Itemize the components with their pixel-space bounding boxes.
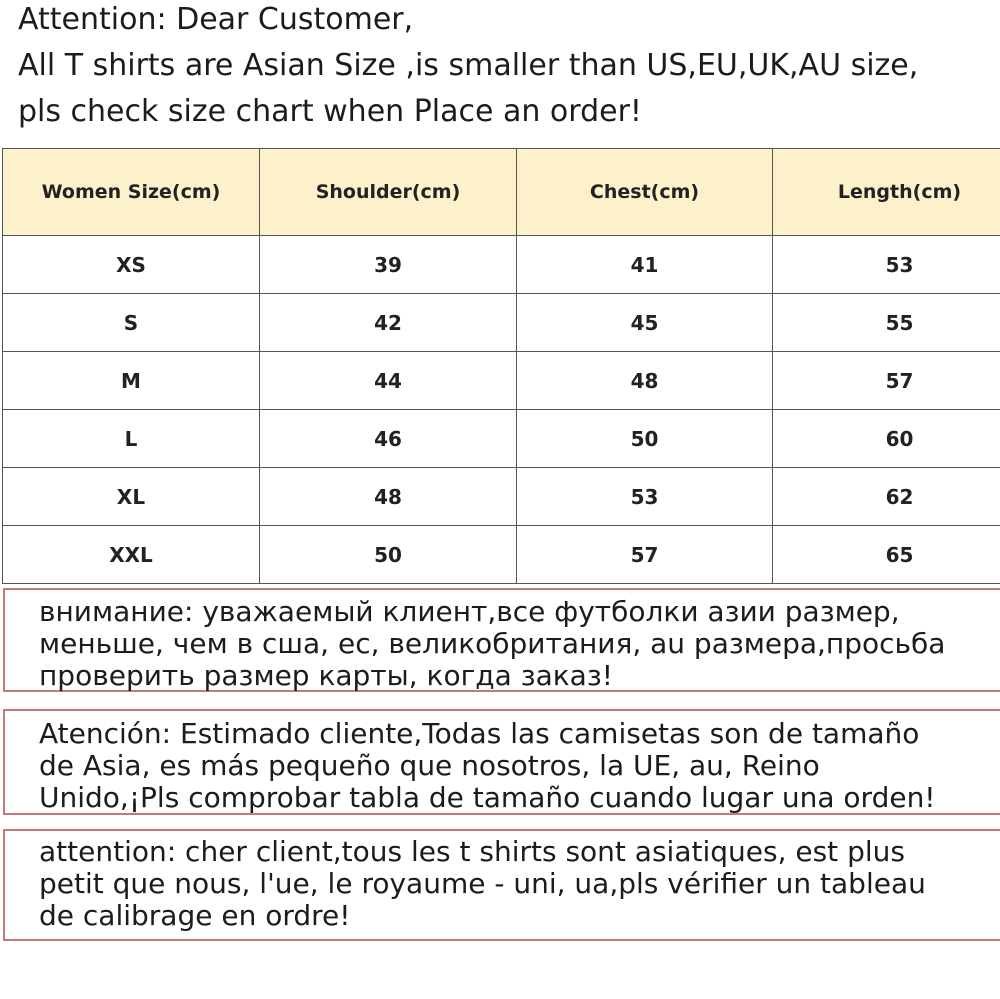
length-cell: 53 <box>773 236 1000 294</box>
table-row <box>3 236 1000 294</box>
length-cell: 57 <box>773 352 1000 410</box>
spanish-notice-box <box>3 709 1000 815</box>
notice-line: меньше, чем в сша, ес, великобритания, au размера,просьба <box>39 627 946 660</box>
length-cell: 65 <box>773 526 1000 584</box>
length-cell: 62 <box>773 468 1000 526</box>
size-chart-table <box>2 148 1000 584</box>
attention-heading: Attention: Dear Customer, <box>18 2 414 37</box>
size-cell: L <box>3 410 260 468</box>
column-header-chest: Chest(cm) <box>517 149 773 236</box>
shoulder-cell: 42 <box>260 294 517 352</box>
column-header-length: Length(cm) <box>773 149 1000 236</box>
notice-line: petit que nous, l'ue, le royaume - uni, ua,pls vérifier un tableau <box>39 867 926 900</box>
size-cell: XXL <box>3 526 260 584</box>
russian-notice-box <box>3 588 1000 692</box>
notice-line: de calibrage en ordre! <box>39 899 351 932</box>
size-chart-instruction: pls check size chart when Place an order! <box>18 94 642 129</box>
size-cell: XL <box>3 468 260 526</box>
notice-line: Atención: Estimado cliente,Todas las camisetas son de tamaño <box>39 717 920 750</box>
chest-cell: 53 <box>517 468 773 526</box>
shoulder-cell: 46 <box>260 410 517 468</box>
table-row <box>3 526 1000 584</box>
shoulder-cell: 50 <box>260 526 517 584</box>
length-cell: 55 <box>773 294 1000 352</box>
chest-cell: 41 <box>517 236 773 294</box>
notice-line: проверить размер карты, когда заказ! <box>39 659 613 692</box>
table-row <box>3 468 1000 526</box>
column-header-shoulder: Shoulder(cm) <box>260 149 517 236</box>
table-row <box>3 352 1000 410</box>
size-cell: M <box>3 352 260 410</box>
shoulder-cell: 44 <box>260 352 517 410</box>
chest-cell: 50 <box>517 410 773 468</box>
size-warning-text: All T shirts are Asian Size ,is smaller than US,EU,UK,AU size, <box>18 48 919 83</box>
column-header-size: Women Size(cm) <box>3 149 260 236</box>
chest-cell: 57 <box>517 526 773 584</box>
table-header-row <box>3 149 1000 236</box>
notice-line: de Asia, es más pequeño que nosotros, la UE, au, Reino <box>39 749 820 782</box>
table-row <box>3 294 1000 352</box>
size-cell: S <box>3 294 260 352</box>
table-row <box>3 410 1000 468</box>
chest-cell: 48 <box>517 352 773 410</box>
chest-cell: 45 <box>517 294 773 352</box>
french-notice-box <box>3 829 1000 941</box>
shoulder-cell: 48 <box>260 468 517 526</box>
notice-line: Unido,¡Pls comprobar tabla de tamaño cuando lugar una orden! <box>39 781 936 814</box>
length-cell: 60 <box>773 410 1000 468</box>
size-cell: XS <box>3 236 260 294</box>
notice-line: внимание: уважаемый клиент,все футболки азии размер, <box>39 595 900 628</box>
shoulder-cell: 39 <box>260 236 517 294</box>
notice-line: attention: cher client,tous les t shirts sont asiatiques, est plus <box>39 835 905 868</box>
